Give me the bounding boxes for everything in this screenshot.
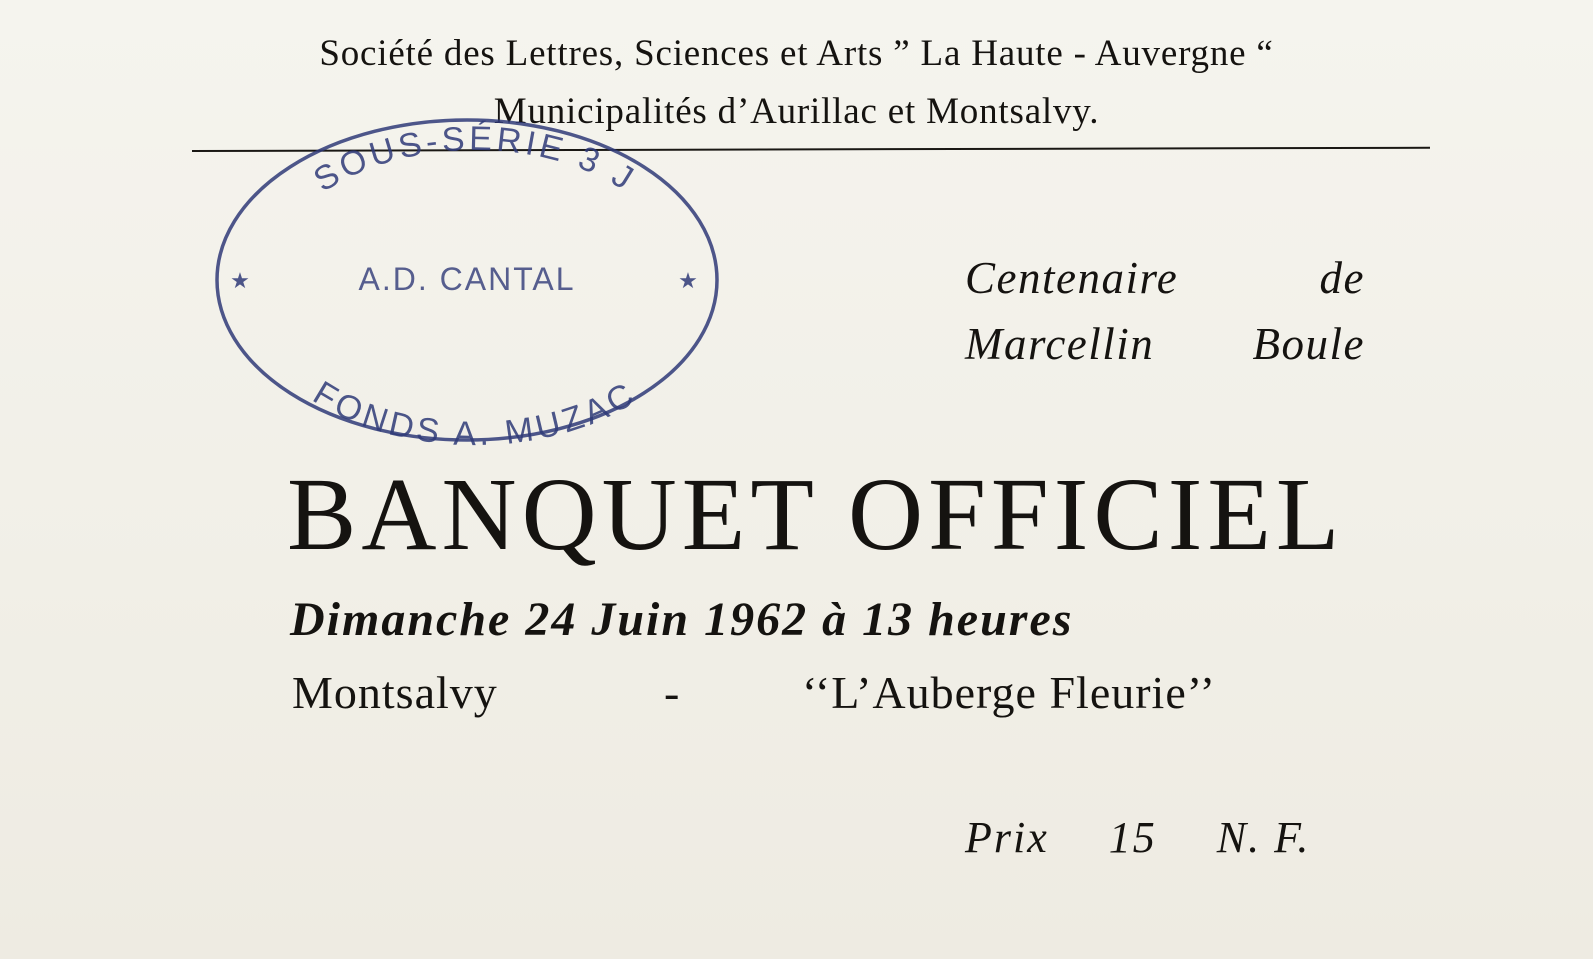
- ticket-price: [965, 812, 1310, 863]
- stamp-top-text: SOUS-SÉRIE 3 J: [307, 119, 644, 200]
- price-currency: N. F.: [1216, 813, 1311, 862]
- event-date: Dimanche 24 Juin 1962 à 13 heures: [290, 593, 1074, 646]
- price-label: Prix: [965, 813, 1049, 862]
- centenaire-line-2: [965, 318, 1365, 370]
- society-name: Société des Lettres, Sciences et Arts ” La Haute - Auvergne “: [319, 33, 1274, 74]
- centenaire-de-word: de: [1319, 253, 1365, 303]
- stamp-star-left-icon: ★: [230, 269, 250, 294]
- stamp-star-right-icon: ★: [678, 269, 698, 294]
- honoree-last-name: Boule: [1252, 319, 1365, 369]
- centenaire-line-1: [965, 252, 1365, 304]
- municipalities-line: Municipalités d’Aurillac et Montsalvy.: [493, 91, 1100, 132]
- stamp-middle-text: A.D. CANTAL: [358, 261, 576, 297]
- stamp-bottom-text: FONDS A. MUZAC: [306, 373, 644, 450]
- place-venue: ‘‘L’Auberge Fleurie’’: [802, 667, 1216, 718]
- price-amount: 15: [1108, 813, 1157, 862]
- archive-stamp: [210, 110, 740, 450]
- place-town: Montsalvy: [292, 667, 498, 718]
- banquet-title: BANQUET OFFICIEL: [287, 457, 1345, 572]
- centenaire-word: Centenaire: [965, 253, 1179, 303]
- place-separator: -: [664, 667, 681, 718]
- honoree-first-name: Marcellin: [965, 319, 1155, 369]
